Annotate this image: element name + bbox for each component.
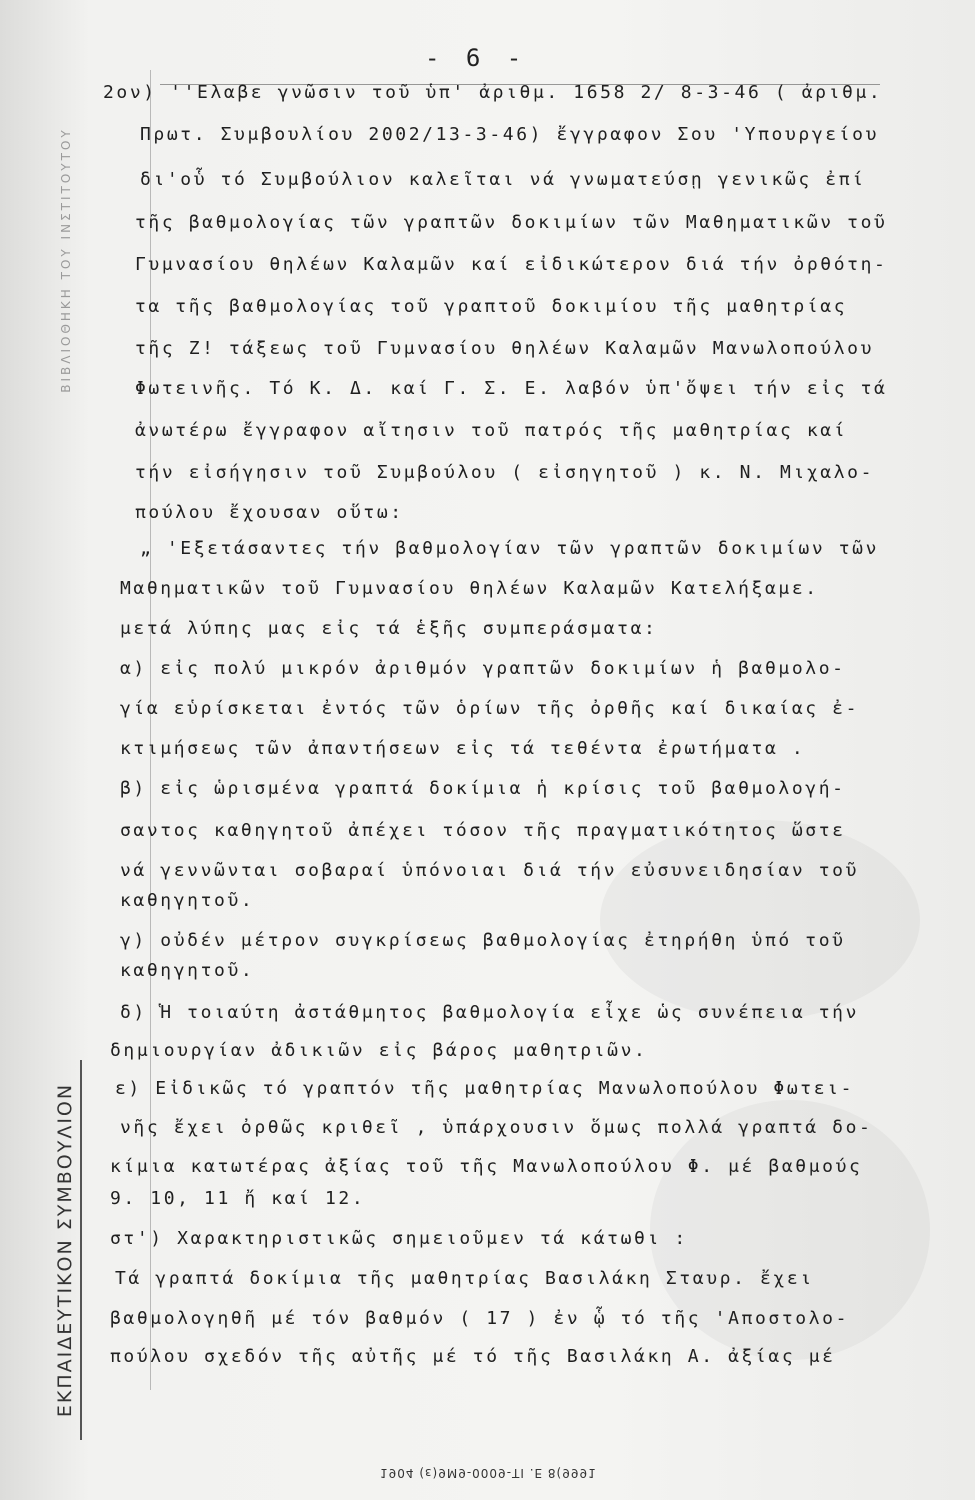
text-line: β) εἰς ὡρισμένα γραπτά δοκίμια ἡ κρίσις τοῦ βαθμολογή- <box>120 778 846 799</box>
page-number: - 6 - <box>425 44 528 72</box>
text-line: Μαθηματικῶν τοῦ Γυμνασίου θηλέων Καλαμῶν Κατελήξαμε. <box>120 578 819 599</box>
text-line: καθηγητοῦ. <box>120 890 255 911</box>
text-line: πούλου σχεδόν τῆς αὐτῆς μέ τό τῆς Βασιλάκη Α. ἀξίας μέ <box>110 1346 836 1367</box>
text-line: ἀνωτέρω ἔγγραφον αἴτησιν τοῦ πατρός τῆς μαθητρίας καί <box>135 420 848 441</box>
text-line: νῆς ἔχει ὀρθῶς κριθεῖ , ὑπάρχουσιν ὅμως πολλά γραπτά δο- <box>120 1117 873 1138</box>
text-line: γία εὑρίσκεται ἐντός τῶν ὁρίων τῆς ὀρθῆς καί δικαίας ἐ- <box>120 698 860 719</box>
text-line: δι'οὗ τό Συμβούλιον καλεῖται νά γνωματεύσῃ γενικῶς ἐπί <box>140 169 866 190</box>
text-line: „ 'Εξετάσαντες τήν βαθμολογίαν τῶν γραπτῶν δοκιμίων τῶν <box>140 538 880 559</box>
print-footer: 1904 (ε)9Μ9-0009-ΤΙ .Ε 8(9991 <box>380 1466 597 1480</box>
text-line: γ) οὐδέν μέτρον συγκρίσεως βαθμολογίας ἐτηρήθη ὑπό τοῦ <box>120 930 846 951</box>
text-line: δημιουργίαν ἀδικιῶν εἰς βάρος μαθητριῶν. <box>110 1040 648 1061</box>
text-line: σαντος καθηγητοῦ ἀπέχει τόσον τῆς πραγματικότητος ὥστε <box>120 820 846 841</box>
text-line: 9. 10, 11 ἤ καί 12. <box>110 1188 366 1209</box>
text-line: μετά λύπης μας εἰς τά ἑξῆς συμπεράσματα: <box>120 618 658 639</box>
text-line: νά γεννῶνται σοβαραί ὑπόνοιαι διά τήν εὐσυνειδησίαν τοῦ <box>120 860 860 881</box>
text-line: βαθμολογηθῆ μέ τόν βαθμόν ( 17 ) ἐν ᾧ τό τῆς 'Αποστολο- <box>110 1308 850 1329</box>
text-line: κτιμήσεως τῶν ἀπαντήσεων εἰς τά τεθέντα ἐρωτήματα . <box>120 738 806 759</box>
text-line: στ') Χαρακτηριστικῶς σημειοῦμεν τά κάτωθι : <box>110 1228 688 1249</box>
text-line: Φωτεινῆς. Τό Κ. Δ. καί Γ. Σ. Ε. λαβόν ὑπ'ὄψει τήν εἰς τά <box>135 378 888 399</box>
text-line: τα τῆς βαθμολογίας τοῦ γραπτοῦ δοκιμίου τῆς μαθητρίας <box>135 296 848 317</box>
text-line: Γυμνασίου θηλέων Καλαμῶν καί εἰδικώτερον διά τήν ὀρθότη- <box>135 254 888 275</box>
text-line: δ) Ἡ τοιαύτη ἀστάθμητος βαθμολογία εἶχε ὡς συνέπεια τήν <box>120 1002 860 1023</box>
text-line: Τά γραπτά δοκίμια τῆς μαθητρίας Βασιλάκη Σταυρ. ἔχει <box>115 1268 814 1289</box>
text-line: τῆς Ζ! τάξεως τοῦ Γυμνασίου θηλέων Καλαμῶν Μανωλοπούλου <box>135 338 875 359</box>
faint-margin-stamp: ΒΙΒΛΙΟΘΗΚΗ ΤΟΥ ΙΝΣΤΙΤΟΥΤΟΥ <box>59 127 73 393</box>
text-line: ε) Εἰδικῶς τό γραπτόν τῆς μαθητρίας Μανωλοπούλου Φωτει- <box>115 1078 855 1099</box>
text-line: τῆς βαθμολογίας τῶν γραπτῶν δοκιμίων τῶν Μαθηματικῶν τοῦ <box>135 212 888 233</box>
text-line: κίμια κατωτέρας ἀξίας τοῦ τῆς Μανωλοπούλου Φ. μέ βαθμούς <box>110 1156 863 1177</box>
text-line: τήν εἰσήγησιν τοῦ Συμβούλου ( εἰσηγητοῦ ) κ. Ν. Μιχαλο- <box>135 462 875 483</box>
text-line: πούλου ἔχουσαν οὕτω: <box>135 502 404 523</box>
paper-stain <box>600 820 920 1020</box>
text-line: 2ον) ''Ελαβε γνῶσιν τοῦ ὑπ' ἀριθμ. 1658 2/ 8-3-46 ( ἀριθμ. <box>103 82 883 103</box>
text-line: α) εἰς πολύ μικρόν ἀριθμόν γραπτῶν δοκιμίων ἡ βαθμολο- <box>120 658 846 679</box>
text-line: καθηγητοῦ. <box>120 960 255 981</box>
text-line: Πρωτ. Συμβουλίου 2002/13-3-46) ἔγγραφον Σου 'Υπουργείου <box>140 124 880 145</box>
margin-stamp: ΕΚΠΑΙΔΕΥΤΙΚΟΝ ΣΥΜΒΟΥΛΙΟΝ <box>50 1060 82 1440</box>
